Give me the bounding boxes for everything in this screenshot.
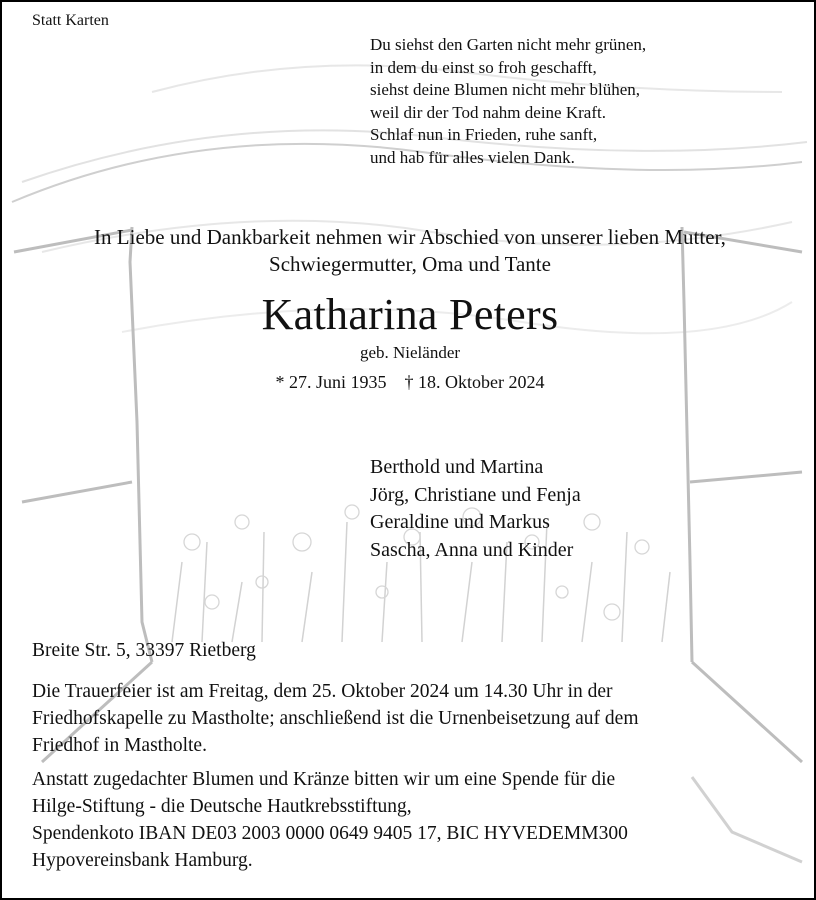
poem-line: siehst deine Blumen nicht mehr blühen, <box>370 80 641 99</box>
life-dates <box>2 372 816 393</box>
poem <box>370 34 646 169</box>
poem-line: weil dir der Tod nahm deine Kraft. <box>370 102 606 122</box>
intro-text <box>2 224 816 278</box>
statt-karten-label: Statt Karten <box>32 12 109 29</box>
address: Breite Str. 5, 33397 Rietberg <box>32 640 256 661</box>
poem-line: Du siehst den Garten nicht mehr grünen, <box>370 35 647 54</box>
donation-info <box>32 766 792 874</box>
family-member: Jörg, Christiane und Fenja <box>370 483 581 506</box>
deceased-name: Katharina Peters <box>261 290 559 339</box>
donation-line: Hilge-Stiftung - die Deutsche Hautkrebsstiftung, <box>32 796 412 817</box>
maiden-name: geb. Nieländer <box>359 343 461 362</box>
poem-line: und hab für alles vielen Dank. <box>370 147 575 167</box>
intro-line-2: Schwiegermutter, Oma und Tante <box>269 252 551 276</box>
funeral-line: Friedhof in Mastholte. <box>32 735 207 756</box>
donation-line: Hypovereinsbank Hamburg. <box>32 850 253 871</box>
birth-date: * 27. Juni 1935 <box>275 372 387 392</box>
donation-line: Spendenkoto IBAN DE03 2003 0000 0649 9405 17, BIC HYVEDEMM300 <box>32 823 628 844</box>
funeral-line: Die Trauerfeier ist am Freitag, dem 25. Oktober 2024 um 14.30 Uhr in der <box>32 681 613 702</box>
death-date: † 18. Oktober 2024 <box>404 372 545 392</box>
funeral-line: Friedhofskapelle zu Mastholte; anschließend ist die Urnenbeisetzung auf dem <box>32 708 639 729</box>
family-member: Berthold und Martina <box>370 456 544 478</box>
poem-line: Schlaf nun in Frieden, ruhe sanft, <box>370 125 598 144</box>
intro-line-1: In Liebe und Dankbarkeit nehmen wir Abschied von unserer lieben Mutter, <box>94 225 726 249</box>
notice-content <box>2 2 814 898</box>
family-list <box>370 454 581 564</box>
donation-line: Anstatt zugedachter Blumen und Kränze bitten wir um eine Spende für die <box>32 769 616 790</box>
poem-line: in dem du einst so froh geschafft, <box>370 57 597 77</box>
funeral-info <box>32 678 792 759</box>
family-member: Geraldine und Markus <box>370 511 550 533</box>
family-member: Sascha, Anna und Kinder <box>370 538 574 561</box>
